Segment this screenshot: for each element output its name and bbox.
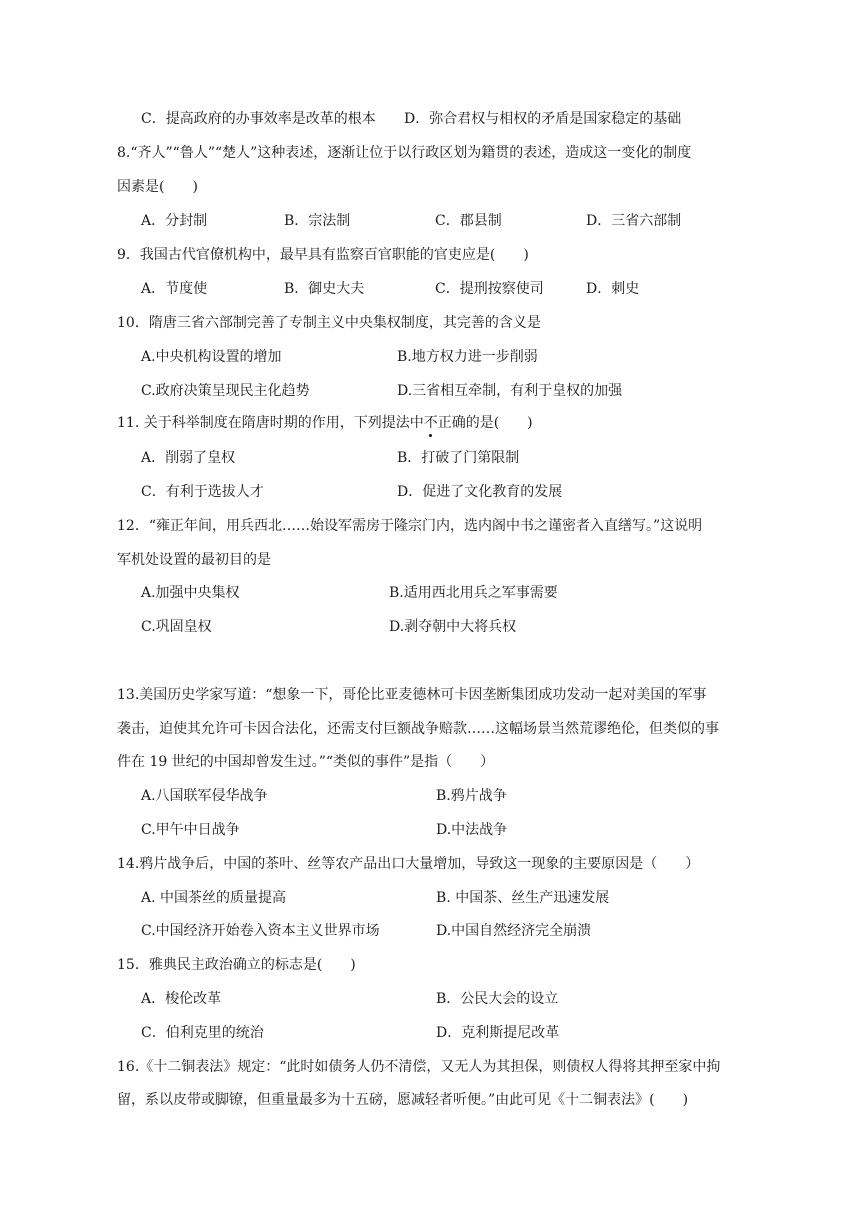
q11-option-c: C．有利于选拔人才 bbox=[141, 484, 264, 500]
q10-option-c: C.政府决策呈现民主化趋势 bbox=[141, 383, 310, 399]
q12-option-c: C.巩固皇权 bbox=[141, 619, 212, 635]
q14-option-d: D.中国自然经济完全崩溃 bbox=[436, 923, 592, 939]
q11-option-a: A．削弱了皇权 bbox=[141, 450, 236, 466]
q13-stem-line-1: 13.美国历史学家写道：“想象一下，哥伦比亚麦德林可卡因垄断集团成功发动一起对美国的军事 bbox=[117, 687, 707, 703]
q10-option-a: A.中央机构设置的增加 bbox=[141, 349, 282, 365]
q16-stem-line-2: 留，系以皮带或脚镣，但重量最多为十五磅，愿减轻者听便。”由此可见《十二铜表法》( ) bbox=[117, 1092, 689, 1108]
q10-stem: 10．隋唐三省六部制完善了专制主义中央集权制度，其完善的含义是 bbox=[117, 315, 541, 331]
q8-stem-line-2: 因素是( ) bbox=[117, 179, 198, 195]
q15-option-c: C．伯利克里的统治 bbox=[141, 1025, 264, 1041]
q13-option-b: B.鸦片战争 bbox=[436, 788, 507, 804]
q9-option-b: B．御史大夫 bbox=[284, 281, 365, 297]
q15-stem: 15．雅典民主政治确立的标志是( ) bbox=[117, 957, 356, 973]
q11-stem-emphasis: 不 bbox=[423, 415, 438, 431]
q11-option-b: B．打破了门第限制 bbox=[397, 450, 520, 466]
q13-option-a: A.八国联军侵华战争 bbox=[141, 788, 268, 804]
q14-option-a: A. 中国茶丝的质量提高 bbox=[141, 890, 287, 906]
q10-option-d: D.三省相互牵制，有利于皇权的加强 bbox=[397, 383, 623, 399]
q12-option-b: B.适用西北用兵之军事需要 bbox=[389, 585, 558, 601]
q12-stem-line-1: 12．“雍正年间，用兵西北……始设军需房于隆宗门内，选内阁中书之谨密者入直缮写。”这说明 bbox=[117, 518, 703, 534]
q13-option-c: C.甲午中日战争 bbox=[141, 822, 240, 838]
q8-option-d: D．三省六部制 bbox=[586, 213, 682, 229]
q8-option-b: B．宗法制 bbox=[284, 213, 351, 229]
q15-option-d: D．克利斯提尼改革 bbox=[436, 1025, 560, 1041]
q14-option-b: B. 中国茶、丝生产迅速发展 bbox=[436, 890, 610, 906]
q12-option-a: A.加强中央集权 bbox=[141, 585, 240, 601]
q11-stem bbox=[117, 413, 533, 433]
q9-option-a: A．节度使 bbox=[141, 281, 208, 297]
q16-stem-line-1: 16.《十二铜表法》规定：“此时如债务人仍不清偿，又无人为其担保，则债权人得将其押至家中拘 bbox=[117, 1059, 721, 1075]
q8-option-a: A．分封制 bbox=[141, 213, 208, 229]
q11-option-d: D．促进了文化教育的发展 bbox=[397, 484, 563, 500]
q11-stem-before: 11. 关于科举制度在隋唐时期的作用，下列提法中 bbox=[117, 415, 424, 431]
q9-option-d: D．刺史 bbox=[586, 281, 640, 297]
q10-option-b: B.地方权力进一步削弱 bbox=[397, 349, 538, 365]
q11-stem-after: 正确的是( ) bbox=[437, 415, 533, 431]
q12-option-d: D.剥夺朝中大将兵权 bbox=[389, 619, 517, 635]
q8-stem-line-1: 8.“齐人”“鲁人”“楚人”这种表述，逐渐让位于以行政区划为籍贯的表述，造成这一变化的制度 bbox=[117, 145, 692, 161]
q12-stem-line-2: 军机处设置的最初目的是 bbox=[117, 552, 271, 568]
q9-option-c: C．提刑按察使司 bbox=[435, 281, 544, 297]
q13-stem-line-3: 件在 19 世纪的中国却曾发生过。”“类似的事件”是指（ ） bbox=[117, 754, 495, 770]
q8-option-c: C．郡县制 bbox=[435, 213, 502, 229]
q13-option-d: D.中法战争 bbox=[436, 822, 508, 838]
q14-stem: 14.鸦片战争后，中国的茶叶、丝等农产品出口大量增加，导致这一现象的主要原因是（ ） bbox=[117, 856, 700, 872]
q15-option-b: B．公民大会的设立 bbox=[436, 991, 559, 1007]
q14-option-c: C.中国经济开始卷入资本主义世界市场 bbox=[141, 923, 380, 939]
q13-stem-line-2: 袭击，迫使其允许可卡因合法化，还需支付巨额战争赔款……这幅场景当然荒谬绝伦，但类似的事 bbox=[117, 721, 719, 737]
q7-option-d: D．弥合君权与相权的矛盾是国家稳定的基础 bbox=[404, 111, 682, 127]
q7-option-c: C．提高政府的办事效率是改革的根本 bbox=[141, 111, 376, 127]
q9-stem: 9．我国古代官僚机构中，最早具有监察百官职能的官吏应是( ) bbox=[117, 247, 529, 263]
q15-option-a: A．梭伦改革 bbox=[141, 991, 222, 1007]
